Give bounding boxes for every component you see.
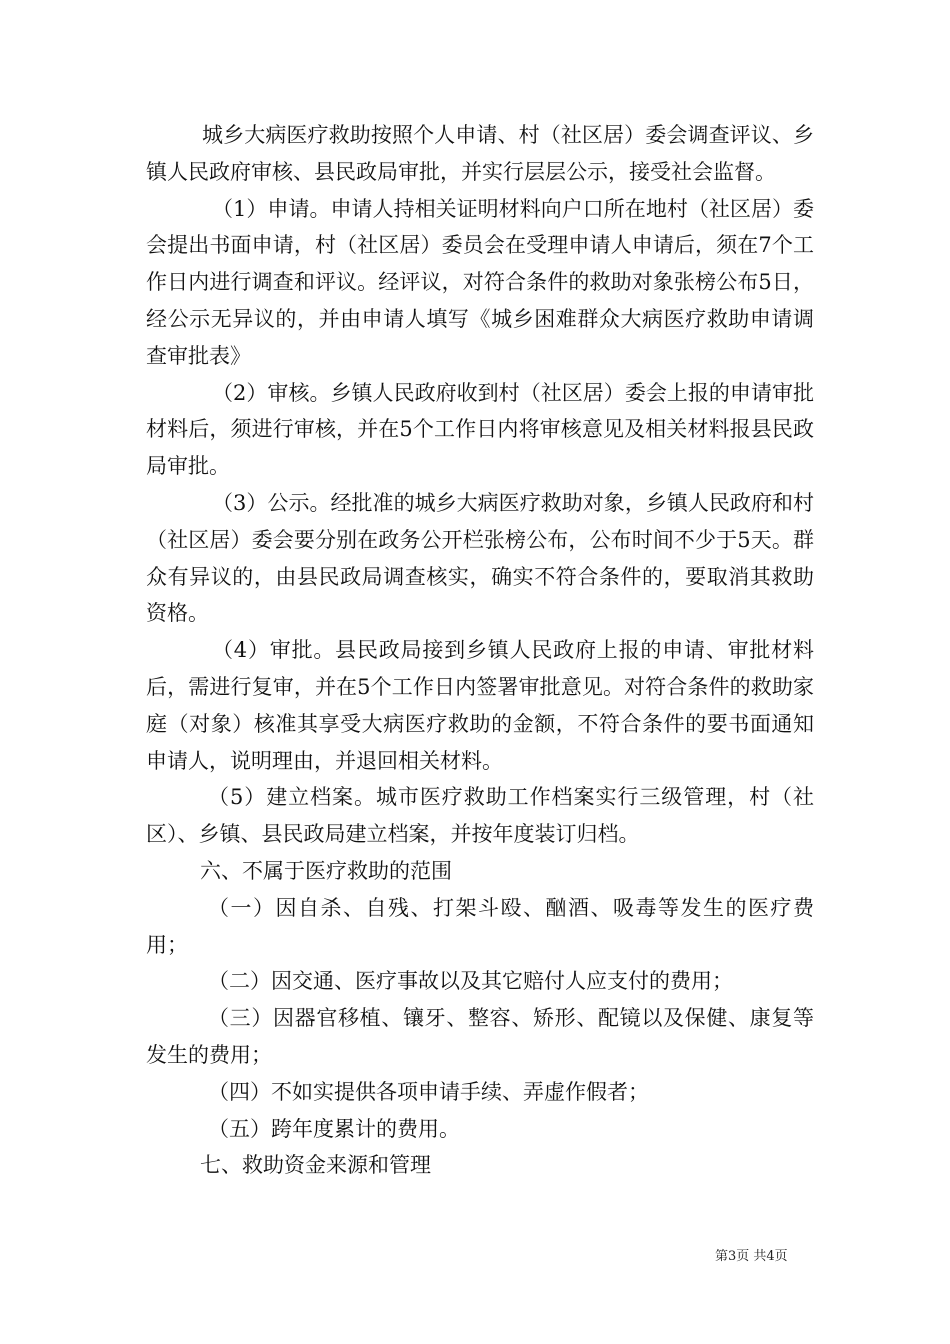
paragraph-step-review: （2）审核。乡镇人民政府收到村（社区居）委会上报的申请审批材料后，须进行审核，并在5个工作日内将审核意见及相关材料报县民政局审批。 [146,380,814,479]
document-body [146,117,814,1184]
exclusion-item-3: （三）因器官移植、镶牙、整容、矫形、配镜以及保健、康复等发生的费用； [146,1006,814,1067]
paragraph-step-approval: （4）审批。县民政局接到乡镇人民政府上报的申请、审批材料后，需进行复审，并在5个工作日内签署审批意见。对符合条件的救助家庭（对象）核准其享受大病医疗救助的金额，不符合条件的要书面通知申请人，说明理由，并退回相关材料。 [146,638,814,773]
paragraph-step-archive: （5）建立档案。城市医疗救助工作档案实行三级管理，村（社区）、乡镇、县民政局建立档案，并按年度装订归档。 [146,785,814,847]
exclusion-item-4: （四）不如实提供各项申请手续、弄虚作假者； [208,1079,649,1104]
exclusion-item-2: （二）因交通、医疗事故以及其它赔付人应支付的费用； [208,969,733,994]
paragraph-step-publicity: （3）公示。经批准的城乡大病医疗救助对象，乡镇人民政府和村（社区居）委会要分别在政务公开栏张榜公布，公布时间不少于5天。群众有异议的，由县民政局调查核实，确实不符合条件的，要取消其救助资格。 [146,490,814,626]
paragraph-step-application: （1）申请。申请人持相关证明材料向户口所在地村（社区居）委会提出书面申请，村（社区居）委员会在受理申请人申请后，须在7个工作日内进行调查和评议。经评议，对符合条件的救助对象张榜公布5日，经公示无异议的，并由申请人填写《城乡困难群众大病医疗救助申请调查审批表》 [146,196,814,368]
section-heading-funding: 七、救助资金来源和管理 [200,1153,431,1178]
paragraph-procedure-intro: 城乡大病医疗救助按照个人申请、村（社区居）委会调查评议、乡镇人民政府审核、县民政局审批，并实行层层公示，接受社会监督。 [146,123,814,184]
page-number-footer: 第3页 共4页 [715,1249,788,1264]
exclusion-item-5: （五）跨年度累计的费用。 [208,1116,460,1141]
exclusion-item-1: （一）因自杀、自残、打架斗殴、酗酒、吸毒等发生的医疗费用； [146,895,814,957]
section-heading-exclusions: 六、不属于医疗救助的范围 [200,858,452,883]
